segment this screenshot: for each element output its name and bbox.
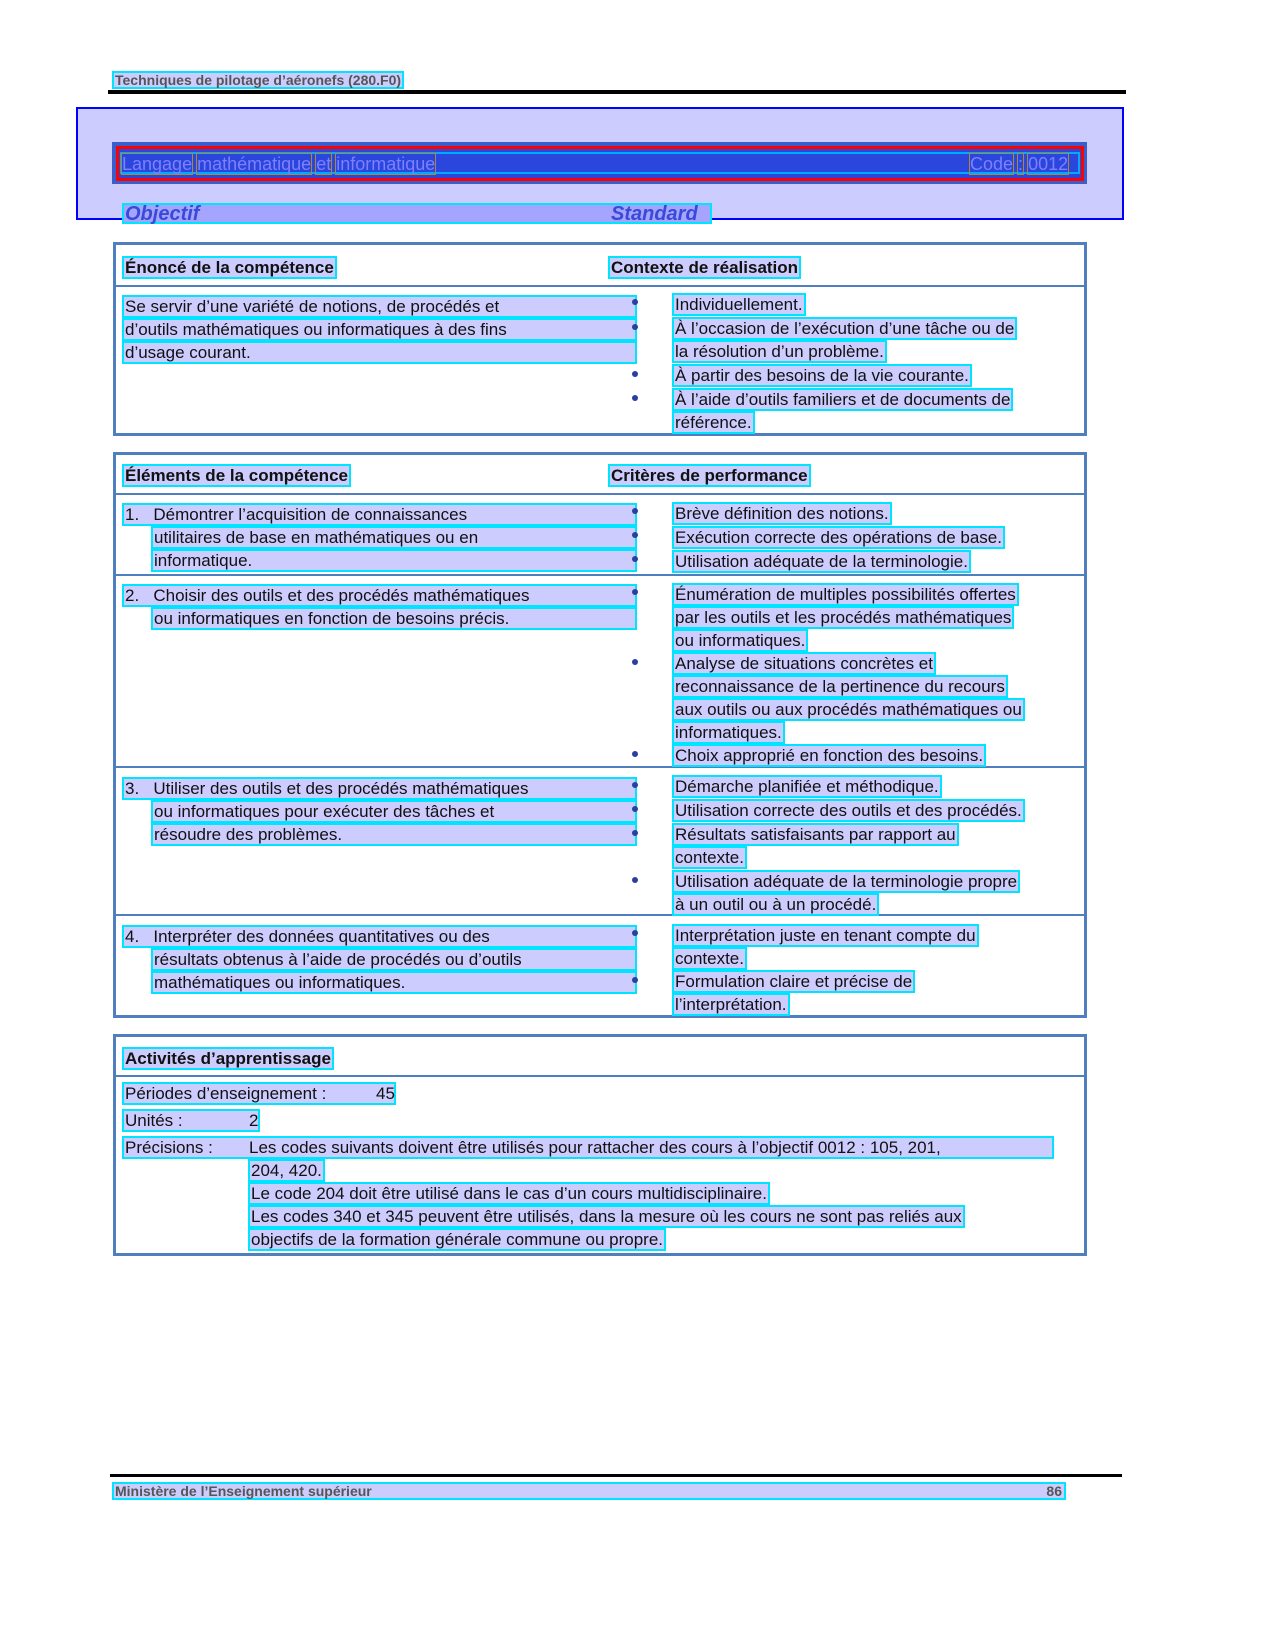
bullet-icon bbox=[632, 751, 638, 757]
competence-text: Se servir d’une variété de notions, de procédés et bbox=[122, 295, 637, 318]
header-rule bbox=[108, 90, 1126, 94]
criterion: Utilisation correcte des outils et des procédés. bbox=[672, 799, 1025, 822]
divider bbox=[113, 1075, 1087, 1077]
criterion: informatiques. bbox=[672, 721, 785, 744]
context-item: À partir des besoins de la vie courante. bbox=[672, 364, 972, 387]
element-text: Choisir des outils et des procédés mathématiques bbox=[153, 586, 530, 605]
element-text: Interpréter des données quantitatives ou des bbox=[153, 927, 490, 946]
criterion: reconnaissance de la pertinence du recours bbox=[672, 675, 1008, 698]
code-value: 0012 bbox=[1028, 154, 1069, 174]
precision-text: Le code 204 doit être utilisé dans le cas d’un cours multidisciplinaire. bbox=[248, 1182, 770, 1205]
bullet-icon bbox=[632, 395, 638, 401]
criterion: contexte. bbox=[672, 947, 747, 970]
context-item: Individuellement. bbox=[672, 293, 806, 316]
context-item: À l’occasion de l’exécution d’une tâche ou de bbox=[672, 317, 1017, 340]
standard-heading: Standard bbox=[611, 203, 698, 225]
element-number: 1. bbox=[125, 505, 140, 524]
element-number: 3. bbox=[125, 779, 140, 798]
competence-text: d’outils mathématiques ou informatiques à des fins bbox=[122, 318, 637, 341]
bullet-icon bbox=[632, 782, 638, 788]
element-number: 4. bbox=[125, 927, 140, 946]
element-row-4 bbox=[122, 925, 637, 948]
criterion: par les outils et les procédés mathématiques bbox=[672, 606, 1014, 629]
precisions-label: Précisions : bbox=[125, 1138, 213, 1157]
precision-text: Les codes suivants doivent être utilisés pour rattacher des cours à l’objectif 0012 : 105, 201, bbox=[249, 1138, 941, 1157]
criterion: Utilisation adéquate de la terminologie. bbox=[672, 550, 971, 573]
element-text: mathématiques ou informatiques. bbox=[151, 971, 637, 994]
context-item: la résolution d’un problème. bbox=[672, 340, 887, 363]
criterion: Interprétation juste en tenant compte du bbox=[672, 924, 979, 947]
bullet-icon bbox=[632, 532, 638, 538]
criterion: Choix approprié en fonction des besoins. bbox=[672, 744, 986, 767]
code-label: Code bbox=[970, 154, 1014, 174]
precision-text: 204, 420. bbox=[248, 1159, 325, 1182]
bullet-icon bbox=[632, 830, 638, 836]
periods-value: 45 bbox=[376, 1084, 395, 1103]
title-word: informatique bbox=[336, 154, 436, 174]
activities-heading: Activités d’apprentissage bbox=[122, 1047, 334, 1070]
element-row-3 bbox=[122, 777, 637, 800]
footer-line bbox=[112, 1482, 1066, 1500]
title-word: Langage bbox=[122, 154, 193, 174]
running-header: Techniques de pilotage d’aéronefs (280.F0) bbox=[112, 71, 404, 89]
competence-heading: Énoncé de la compétence bbox=[122, 256, 337, 279]
periods-label: Périodes d’enseignement : bbox=[125, 1084, 327, 1103]
context-item: référence. bbox=[672, 411, 755, 434]
criteria-heading: Critères de performance bbox=[608, 464, 811, 487]
criterion: Formulation claire et précise de bbox=[672, 970, 915, 993]
objective-code bbox=[970, 154, 1068, 175]
criterion: Énumération de multiples possibilités offertes bbox=[672, 583, 1019, 606]
divider bbox=[113, 285, 1087, 287]
page-number: 86 bbox=[1046, 1483, 1062, 1499]
footer-text: Ministère de l’Enseignement supérieur bbox=[115, 1483, 372, 1499]
element-text: ou informatiques en fonction de besoins précis. bbox=[151, 607, 637, 630]
element-row-1 bbox=[122, 503, 637, 526]
element-text: utilitaires de base en mathématiques ou en bbox=[151, 526, 637, 549]
periods-line bbox=[122, 1082, 396, 1105]
criterion: l’interprétation. bbox=[672, 993, 790, 1016]
element-row-2 bbox=[122, 584, 637, 607]
bullet-icon bbox=[632, 659, 638, 665]
footer-rule bbox=[110, 1474, 1122, 1477]
criterion: Résultats satisfaisants par rapport au bbox=[672, 823, 959, 846]
element-text: informatique. bbox=[151, 549, 637, 572]
criterion: aux outils ou aux procédés mathématiques ou bbox=[672, 698, 1025, 721]
element-text: ou informatiques pour exécuter des tâches et bbox=[151, 800, 637, 823]
bullet-icon bbox=[632, 324, 638, 330]
divider bbox=[113, 914, 1087, 916]
element-text: Utiliser des outils et des procédés mathématiques bbox=[153, 779, 529, 798]
divider bbox=[113, 574, 1087, 576]
objectif-heading: Objectif bbox=[125, 203, 200, 225]
element-text: Démontrer l’acquisition de connaissances bbox=[153, 505, 468, 524]
units-label: Unités : bbox=[125, 1111, 183, 1130]
context-item: À l’aide d’outils familiers et de documents de bbox=[672, 388, 1013, 411]
bullet-icon bbox=[632, 877, 638, 883]
bullet-icon bbox=[632, 299, 638, 305]
title-word: et bbox=[316, 154, 332, 174]
context-heading: Contexte de réalisation bbox=[608, 256, 801, 279]
bullet-icon bbox=[632, 371, 638, 377]
bullet-icon bbox=[632, 556, 638, 562]
criterion: Utilisation adéquate de la terminologie propre bbox=[672, 870, 1020, 893]
title-word: mathématique bbox=[197, 154, 312, 174]
objective-title bbox=[122, 154, 435, 175]
bullet-icon bbox=[632, 806, 638, 812]
precision-text: Les codes 340 et 345 peuvent être utilisés, dans la mesure où les cours ne sont pas reliés aux bbox=[248, 1205, 965, 1228]
bullet-icon bbox=[632, 589, 638, 595]
criterion: à un outil ou à un procédé. bbox=[672, 893, 879, 916]
divider bbox=[113, 493, 1087, 495]
element-text: résoudre des problèmes. bbox=[151, 823, 637, 846]
element-number: 2. bbox=[125, 586, 140, 605]
criterion: Démarche planifiée et méthodique. bbox=[672, 775, 942, 798]
element-text: résultats obtenus à l’aide de procédés ou d’outils bbox=[151, 948, 637, 971]
subheads-line bbox=[122, 203, 712, 224]
elements-heading: Éléments de la compétence bbox=[122, 464, 351, 487]
criterion: Analyse de situations concrètes et bbox=[672, 652, 936, 675]
precision-text: objectifs de la formation générale commune ou propre. bbox=[248, 1228, 666, 1251]
competence-text: d’usage courant. bbox=[122, 341, 637, 364]
criterion: contexte. bbox=[672, 846, 747, 869]
units-line bbox=[122, 1109, 260, 1132]
criterion: Brève définition des notions. bbox=[672, 502, 892, 525]
criterion: ou informatiques. bbox=[672, 629, 808, 652]
bullet-icon bbox=[632, 977, 638, 983]
code-colon: : bbox=[1018, 154, 1024, 174]
precisions-line bbox=[122, 1136, 1054, 1159]
criterion: Exécution correcte des opérations de base. bbox=[672, 526, 1005, 549]
units-value: 2 bbox=[249, 1111, 259, 1130]
bullet-icon bbox=[632, 930, 638, 936]
bullet-icon bbox=[632, 508, 638, 514]
